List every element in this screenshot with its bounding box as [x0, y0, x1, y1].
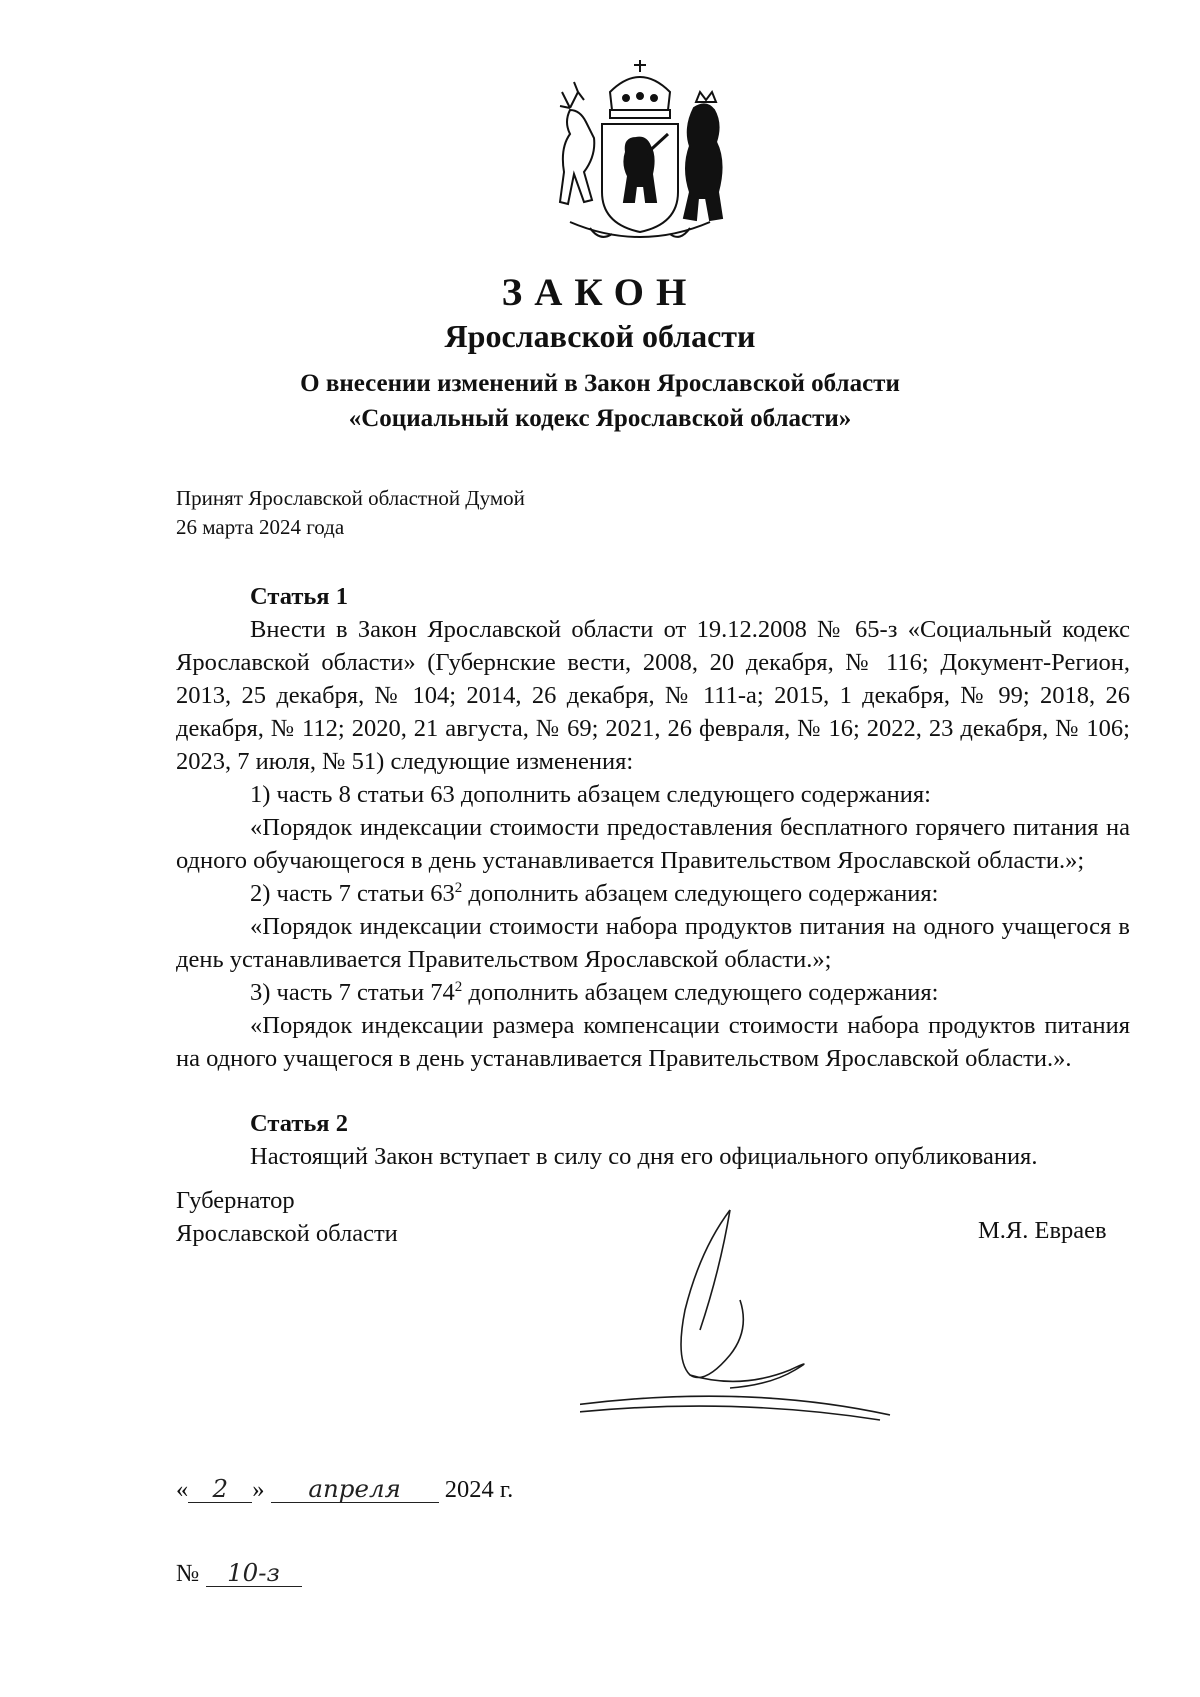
adoption-date: 26 марта 2024 года [176, 515, 345, 539]
date-month: апреля [271, 1476, 439, 1503]
signing-date [176, 1476, 513, 1504]
number-value: 10-з [206, 1560, 302, 1587]
article-2-heading: Статья 2 [250, 1110, 348, 1137]
signer-name: М.Я. Евраев [978, 1217, 1107, 1244]
position-line-1: Губернатор [176, 1187, 295, 1214]
adoption-info [176, 484, 525, 542]
position-line-2: Ярославской области [176, 1220, 398, 1247]
law-body [176, 580, 1130, 1173]
handwritten-signature [580, 1190, 1000, 1430]
law-title-line-2: «Социальный кодекс Ярославской области» [348, 405, 852, 432]
article-1-item-3: 3) часть 7 статьи $74^2$ дополнить абзацем следующего содержания: [250, 978, 939, 1006]
signatory-position [176, 1184, 398, 1250]
article-1-item-1-text: «Порядок индексации стоимости предоставления бесплатного горячего питания на одного обучающегося в день устанавливается Правительством Ярославской области.»; [176, 814, 1130, 874]
date-day: 2 [188, 1476, 252, 1503]
law-number [176, 1560, 302, 1588]
region-heading: Ярославской области [444, 318, 756, 354]
date-close-quote: » [252, 1476, 265, 1503]
article-1-item-2: 2) часть 7 статьи $63^2$ дополнить абзацем следующего содержания: [250, 879, 939, 907]
date-year: 2024 г. [444, 1476, 514, 1503]
number-prefix: № [176, 1560, 200, 1587]
article-1-item-2-text: «Порядок индексации стоимости набора продуктов питания на одного учащегося в день устанавливается Правительством Ярославской области.»; [176, 913, 1130, 973]
article-1-item-3-text: «Порядок индексации размера компенсации стоимости набора продуктов питания на одного учащегося в день устанавливается Правительством Ярославской области.». [176, 1012, 1130, 1072]
law-title-line-1: О внесении изменений в Закон Ярославской области [300, 370, 900, 397]
date-open-quote: « [176, 1476, 189, 1503]
article-1-intro: Внести в Закон Ярославской области от 19.12.2008 № 65-з «Социальный кодекс Ярославской области» (Губернские вести, 2008, 20 декабря, № 116; Документ-Регион, 2013, 25 декабря, № 104; 2014, 26 декабря, № 111-а; 2015, 1 декабря, № 99; 2018, 26 декабря, № 112; 2020, 21 августа, № 69; 2021, 26 февраля, № 16; 2022, 23 декабря, № 106; 2023, 7 июля, № 51) следующие изменения: [176, 616, 1130, 775]
adoption-line-1: Принят Ярославской областной Думой [176, 486, 525, 510]
coat-of-arms-icon [540, 52, 740, 252]
article-2-text: Настоящий Закон вступает в силу со дня его официального опубликования. [250, 1143, 1038, 1170]
article-1-item-1: 1) часть 8 статьи 63 дополнить абзацем следующего содержания: [250, 781, 931, 808]
article-1-heading: Статья 1 [250, 583, 348, 610]
law-heading: ЗАКОН [501, 271, 699, 314]
